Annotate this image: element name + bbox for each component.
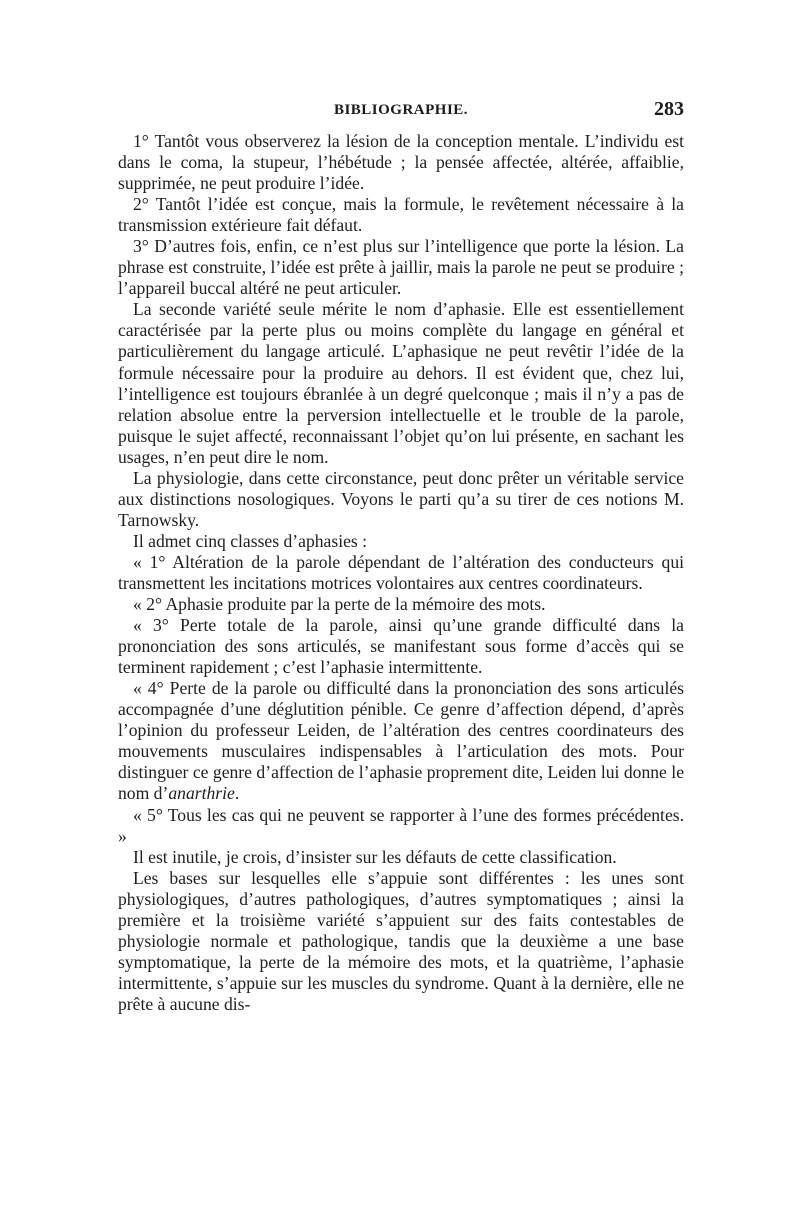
paragraph: 3° D’autres fois, enfin, ce n’est plus sur l’intelligence que porte la lésion. La phrase est construite, l’idée est prête à jaillir, mais la parole ne peut se produire ; l’appareil buccal altéré ne peut articuler. (118, 236, 684, 299)
paragraph: 2° Tantôt l’idée est conçue, mais la formule, le revêtement nécessaire à la transmission extérieure fait défaut. (118, 194, 684, 236)
running-title: BIBLIOGRAPHIE. (333, 102, 469, 118)
page-header (118, 98, 684, 126)
paragraph: Il est inutile, je crois, d’insister sur les défauts de cette classification. (133, 846, 617, 867)
paragraph-text: « 4° Perte de la parole ou difficulté dans la prononciation des sons articulés accompagnée d’une déglutition pénible. Ce genre d’affection dépend, d’après l’opinion du professeur Leiden, de l’altération des centres coordinateurs des mouvements musculaires indispensables à l’articulation des mots. Pour distinguer ce genre d’affection de l’aphasie proprement dite, Leiden lui donne le nom d’ (118, 678, 684, 804)
paragraph: La physiologie, dans cette circonstance, peut donc prêter un véritable service aux distinctions nosologiques. Voyons le parti qu’a su tirer de ces notions M. Tarnowsky. (118, 467, 684, 530)
paragraph: Il admet cinq classes d’aphasies : (133, 530, 368, 551)
quoted-paragraph (118, 678, 684, 804)
quoted-paragraph: « 3° Perte totale de la parole, ainsi qu’une grande difficulté dans la prononciation des sons articulés, se manifestant sous forme d’accès qui se terminent rapidement ; c’est l’aphasie intermittente. (118, 615, 684, 678)
body-text (118, 131, 684, 1015)
paragraph: Les bases sur lesquelles elle s’appuie sont différentes : les unes sont physiologiques, d’autres pathologiques, d’autres symptomatiques ; ainsi la première et la troisième variété s’appuient sur des faits contestables de physiologie normale et pathologique, tandis que la deuxième a une base symptomatique, la perte de la mémoire des mots, et la quatrième, l’aphasie intermittente, s’appuie sur les muscles du syndrome. Quant à la dernière, elle ne prête à aucune dis- (118, 867, 684, 1014)
paragraph: 1° Tantôt vous observerez la lésion de la conception mentale. L’individu est dans le coma, la stupeur, l’hébétude ; la pensée affectée, altérée, affaiblie, supprimée, ne peut produire l’idée. (118, 131, 684, 194)
quoted-paragraph: « 1° Altération de la parole dépendant de l’altération des conducteurs qui transmettent les incitations motrices volontaires aux centres coordinateurs. (118, 551, 684, 593)
quoted-paragraph: « 5° Tous les cas qui ne peuvent se rapporter à l’une des formes précédentes. » (118, 804, 684, 846)
quoted-paragraph: « 2° Aphasie produite par la perte de la mémoire des mots. (133, 594, 546, 615)
italic-term: anarthrie (168, 783, 235, 804)
paragraph: La seconde variété seule mérite le nom d’aphasie. Elle est essentiellement caractérisée par la perte plus ou moins complète du langage en général et particulièrement du langage articulé. L’aphasique ne peut revêtir l’idée de la formule nécessaire pour la produire au dehors. Il est évident que, chez lui, l’intelligence est toujours ébranlée à un degré quelconque ; mais il n’y a pas de relation absolue entre la perversion intellectuelle et le trouble de la parole, puisque le sujet affecté, reconnaissant l’objet qu’on lui présente, en sachant les usages, n’en peut dire le nom. (118, 299, 684, 467)
paragraph-text: . (234, 783, 240, 804)
page-number: 283 (654, 98, 684, 120)
